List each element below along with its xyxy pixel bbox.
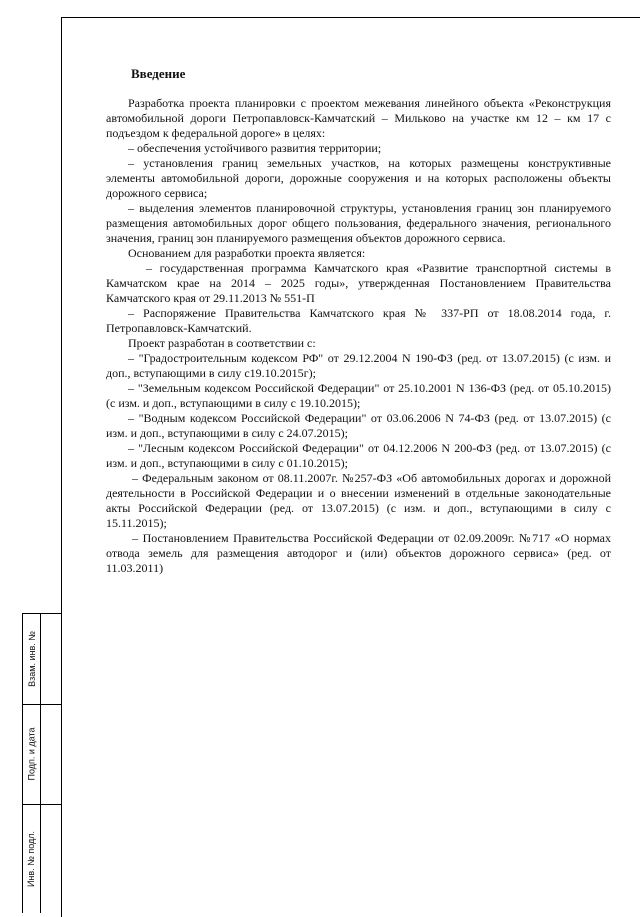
side-stamp xyxy=(22,613,61,913)
list-item: – обеспечения устойчивого развития территории; xyxy=(128,141,382,155)
page-title: Введение xyxy=(131,66,186,81)
list-item: – государственная программа Камчатского края «Развитие транспортной системы в Камчатском крае на 2014 – 2025 годы», утвержденная Постановлением Правительства Камчатского края от 29.11.2013 № 551-П xyxy=(106,261,611,305)
stamp-divider xyxy=(40,614,41,913)
list-item: – Постановлением Правительства Российской Федерации от 02.09.2009г. №717 «О нормах отвода земель для размещения автодорог и (или) объектов дорожного сервиса» (ред. от 11.03.2011) xyxy=(106,531,611,575)
list-item: – "Водным кодексом Российской Федерации" от 03.06.2006 N 74-ФЗ (ред. от 13.07.2015) (с изм. и доп., вступающими в силу с 24.07.2015); xyxy=(106,411,611,440)
document-body xyxy=(106,96,611,576)
stamp-label-sign-date: Подп. и дата xyxy=(26,727,37,781)
list-item: – установления границ земельных участков, на которых размещены конструктивные элементы автомобильной дороги, дорожные сооружения и на которых расположены объекты дорожного сервиса; xyxy=(106,156,611,200)
paragraph: Проект разработан в соответствии с: xyxy=(128,336,316,350)
list-item: – Распоряжение Правительства Камчатского края № 337-РП от 18.08.2014 года, г. Петропавловск-Камчатский. xyxy=(106,306,611,335)
list-item: – "Земельным кодексом Российской Федерации" от 25.10.2001 N 136-ФЗ (ред. от 05.10.2015) (с изм. и доп., вступающими в силу с 19.10.2015); xyxy=(106,381,611,410)
list-item: – выделения элементов планировочной структуры, установления границ зон планируемого размещения автомобильных дорог общего пользования, федерального значения, регионального значения, границ зон планируемого размещения объектов дорожного сервиса. xyxy=(106,201,611,245)
list-item: – Федеральным законом от 08.11.2007г. №257-ФЗ «Об автомобильных дорогах и дорожной деятельности в Российской Федерации и о внесении изменений в отдельные законодательные акты Российской Федерации (ред. от 13.07.2015) (с изм. и доп., вступающими в силу с 15.11.2015); xyxy=(106,471,611,530)
paragraph: Разработка проекта планировки с проектом межевания линейного объекта «Реконструкция автомобильной дороги Петропавловск-Камчатский – Мильково на участке км 12 – км 17 с подъездом к федеральной дороге» в целях: xyxy=(106,96,611,140)
stamp-label-inv-orig: Инв. № подл. xyxy=(26,830,37,888)
paragraph: Основанием для разработки проекта является: xyxy=(128,246,366,260)
list-item: – "Градостроительным кодексом РФ" от 29.12.2004 N 190-ФЗ (ред. от 13.07.2015) (с изм. и доп., вступающими в силу с19.10.2015г); xyxy=(106,351,611,380)
stamp-label-replace-inv: Взам. инв. № xyxy=(26,631,37,687)
list-item: – "Лесным кодексом Российской Федерации" от 04.12.2006 N 200-ФЗ (ред. от 13.07.2015) (с изм. и доп., вступающими в силу с 01.10.2015); xyxy=(106,441,611,470)
